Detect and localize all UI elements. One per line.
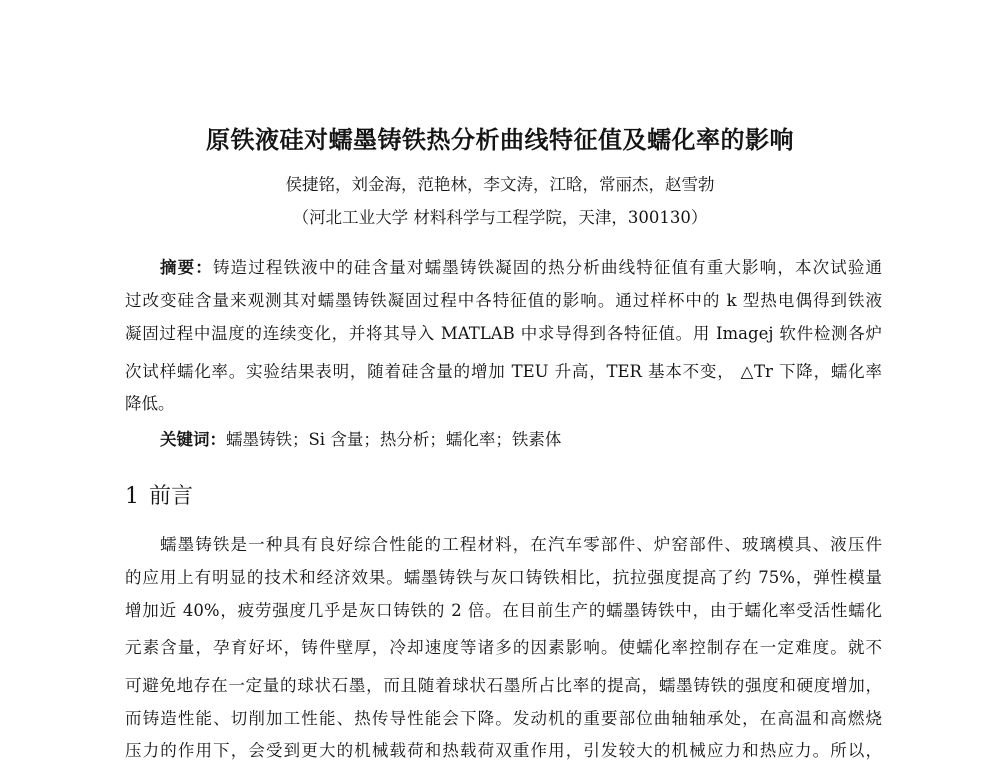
abstract-label: 摘要： <box>160 258 213 277</box>
keywords-text: 蠕墨铸铁；Si 含量；热分析；蠕化率；铁素体 <box>226 430 562 449</box>
body-line: 而铸造性能、切削加工性能、热传导性能会下降。发动机的重要部位曲轴轴承处，在高温和高燃烧 <box>125 709 882 728</box>
abstract-line: 降低。 <box>125 394 175 413</box>
abstract-line-text: 铸造过程铁液中的硅含量对蠕墨铸铁凝固的热分析曲线特征值有重大影响，本次试验通 <box>212 258 882 277</box>
body-line: 蠕墨铸铁是一种具有良好综合性能的工程材料，在汽车零部件、炉窑部件、玻璃模具、液压件 <box>160 535 882 554</box>
keywords <box>160 424 882 456</box>
body-line: 压力的作用下，会受到更大的机械载荷和热载荷双重作用，引发较大的机械应力和热应力。所以， <box>125 741 882 760</box>
abstract-line: 过改变硅含量来观测其对蠕墨铸铁凝固过程中各特征值的影响。通过样杯中的 k 型热电偶得到铁液 <box>125 291 882 310</box>
keywords-label: 关键词： <box>160 430 226 449</box>
section-heading <box>125 481 193 513</box>
abstract-line: 凝固过程中温度的连续变化，并将其导入 MATLAB 中求导得到各特征值。用 Imagej 软件检测各炉 <box>125 324 882 343</box>
affiliation: （河北工业大学 材料科学与工程学院，天津，300130） <box>292 208 708 227</box>
section-number: 1 <box>125 484 139 509</box>
section-title: 前言 <box>149 484 194 509</box>
abstract-line <box>160 252 882 284</box>
author-list: 侯捷铭，刘金海，范艳林，李文涛，江晗，常丽杰，赵雪勃 <box>285 175 715 194</box>
paper-title: 原铁液硅对蠕墨铸铁热分析曲线特征值及蠕化率的影响 <box>206 125 794 154</box>
body-line: 的应用上有明显的技术和经济效果。蠕墨铸铁与灰口铸铁相比，抗拉强度提高了约 75%，弹性模量 <box>125 568 882 587</box>
body-line: 元素含量，孕育好坏，铸件壁厚，冷却速度等诸多的因素影响。使蠕化率控制存在一定难度。就不 <box>125 638 882 657</box>
body-line: 可避免地存在一定量的球状石墨，而且随着球状石墨所占比率的提高，蠕墨铸铁的强度和硬度增加， <box>125 676 882 695</box>
body-line: 增加近 40%，疲劳强度几乎是灰口铸铁的 2 倍。在目前生产的蠕墨铸铁中，由于蠕化率受活性蠕化 <box>125 601 882 620</box>
abstract-line: 次试样蠕化率。实验结果表明，随着硅含量的增加 TEU 升高，TER 基本不变， △Tr 下降，蠕化率 <box>125 362 882 381</box>
